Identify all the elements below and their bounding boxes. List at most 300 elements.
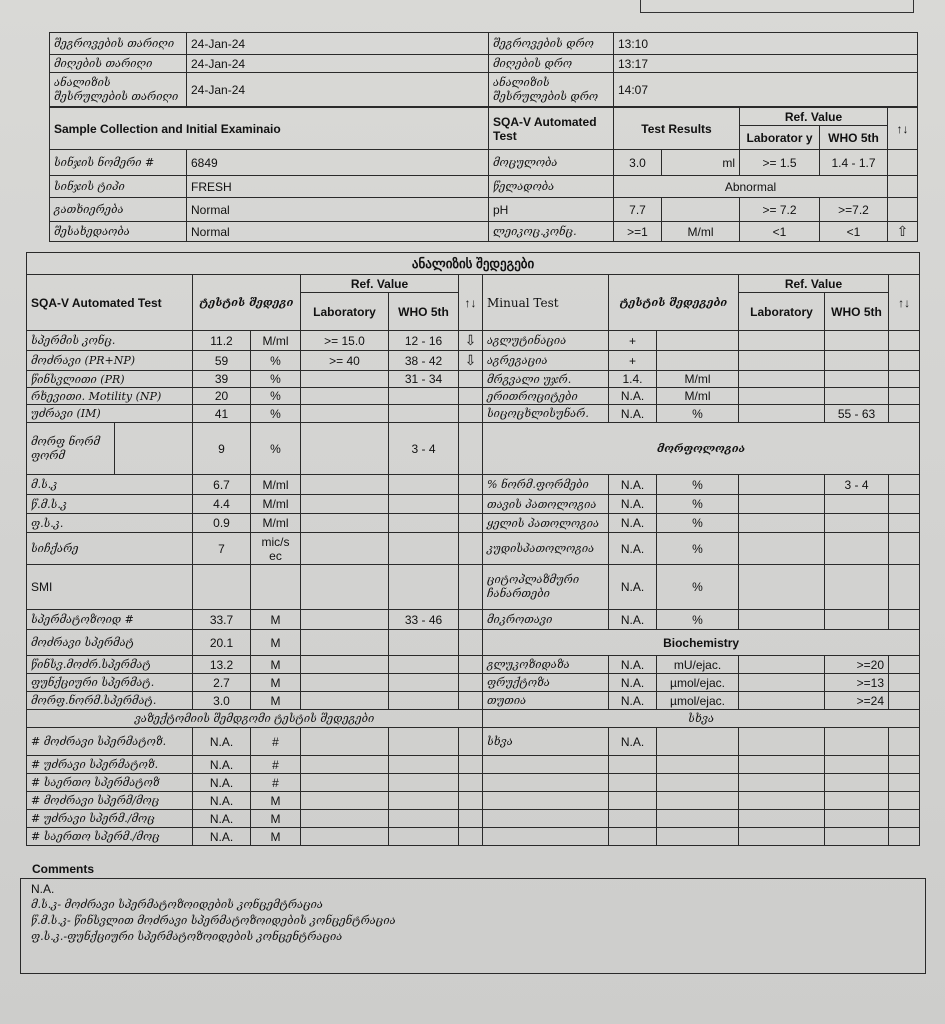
right-row-who: [825, 331, 889, 351]
left-row-lab: >= 40: [301, 351, 389, 371]
morph-row-unit: %: [657, 610, 739, 630]
left-row-flag: [459, 674, 483, 692]
left-row-lab: [301, 692, 389, 710]
left-row-who: 12 - 16: [389, 331, 459, 351]
comment-line: წ.მ.ს.კ- წინსვლით მოძრავი სპერმატოზოიდების კონცენტრაცია: [31, 914, 396, 927]
morph-row-label: % ნორმ.ფორმები: [483, 475, 609, 495]
left-row-who: [389, 388, 459, 405]
right-sort-icon[interactable]: ↑↓: [889, 275, 920, 331]
other-row-value: N.A.: [609, 728, 657, 756]
volume-label: მოცულობა: [489, 150, 614, 176]
comment-line: მ.ს.კ- მოძრავი სპერმატოზოიდების კონცემტრაცია: [31, 898, 323, 911]
left-row-unit: %: [251, 423, 301, 475]
left-row-flag: [459, 514, 483, 533]
empty-cell: [657, 756, 739, 774]
right-row-who: [825, 388, 889, 405]
empty-cell: [825, 792, 889, 810]
ph-value: 7.7: [614, 198, 662, 222]
left-row-label: მორფ ნორმ ფორმ: [27, 423, 115, 475]
morph-row-value: N.A.: [609, 495, 657, 514]
left-row-flag: [459, 533, 483, 565]
right-ref-header: Ref. Value: [739, 275, 889, 293]
empty-cell: [389, 728, 459, 756]
empty-cell: [301, 756, 389, 774]
comment-line: ფ.ს.კ.-ფუნქციური სპერმატოზოიდების კონცენტრაცია: [31, 930, 343, 943]
empty-cell: [609, 756, 657, 774]
post-row-unit: #: [251, 728, 301, 756]
laboratory-header: Laborator y: [740, 126, 820, 150]
volume-value: 3.0: [614, 150, 662, 176]
collection-time-label: შეგროვების დრო: [489, 33, 614, 55]
empty-cell: [739, 828, 825, 846]
left-row-label: წინსვ.მოძრ.სპერმატ: [27, 656, 193, 674]
empty-cell: [389, 756, 459, 774]
empty-cell: [657, 828, 739, 846]
left-row-unit: M: [251, 692, 301, 710]
empty-cell: [889, 756, 920, 774]
left-row-lab: [301, 674, 389, 692]
right-row-flag: [889, 331, 920, 351]
left-row-who: [389, 475, 459, 495]
morph-row-who: 3 - 4: [825, 475, 889, 495]
morph-row-who: [825, 565, 889, 610]
post-row-unit: M: [251, 828, 301, 846]
biochem-row-label: ფრუქტოზა: [483, 674, 609, 692]
post-row-label: # მოძრავი სპერმ/მოც: [27, 792, 193, 810]
sample-type-label: სინჯის ტიპი: [50, 176, 187, 198]
left-row-value: 7: [193, 533, 251, 565]
morph-row-label: ყელის პათოლოგია: [483, 514, 609, 533]
left-row-unit: %: [251, 405, 301, 423]
left-row-unit: M: [251, 656, 301, 674]
left-row-who: 33 - 46: [389, 610, 459, 630]
down-arrow-icon: ⇩: [459, 351, 483, 371]
left-row-flag: [459, 610, 483, 630]
empty-cell: [459, 774, 483, 792]
biochem-row-flag: [889, 656, 920, 674]
left-row-lab: [301, 423, 389, 475]
left-row-label: სპერმატოზოიდ #: [27, 610, 193, 630]
post-row-label: # უძრავი სპერმ./მოც: [27, 810, 193, 828]
left-row-value: 20: [193, 388, 251, 405]
left-row-flag: [459, 692, 483, 710]
empty-cell: [739, 728, 825, 756]
left-row-label: სპერმის კონც.: [27, 331, 193, 351]
right-row-value: +: [609, 351, 657, 371]
morph-row-flag: [889, 475, 920, 495]
left-ref-header: Ref. Value: [301, 275, 459, 293]
left-row-flag: [459, 565, 483, 610]
left-row-flag: [459, 388, 483, 405]
morph-row-value: N.A.: [609, 610, 657, 630]
viscosity-value: Abnormal: [614, 176, 888, 198]
biochem-row-value: N.A.: [609, 656, 657, 674]
liquefaction-value: Normal: [187, 198, 489, 222]
left-row-unit: %: [251, 388, 301, 405]
empty-cell: [739, 792, 825, 810]
empty-cell: [889, 828, 920, 846]
morph-row-value: N.A.: [609, 565, 657, 610]
ph-unit: [662, 198, 740, 222]
sort-icon[interactable]: ↑↓: [888, 108, 918, 150]
biochemistry-title: Biochemistry: [483, 630, 920, 656]
morph-row-lab: [739, 514, 825, 533]
left-row-lab: [301, 475, 389, 495]
post-row-value: N.A.: [193, 828, 251, 846]
left-row-value: 41: [193, 405, 251, 423]
empty-cell: [825, 774, 889, 792]
left-row-who: [389, 630, 459, 656]
empty-cell: [657, 792, 739, 810]
analysis-time-value: 14:07: [614, 73, 918, 107]
morph-row-lab: [739, 475, 825, 495]
empty-cell: [825, 756, 889, 774]
right-row-unit: M/ml: [657, 388, 739, 405]
left-row-unit: [251, 565, 301, 610]
left-row-label: მოძრავი სპერმატ: [27, 630, 193, 656]
left-row-who: [389, 674, 459, 692]
post-row-label: # უძრავი სპერმატოზ.: [27, 756, 193, 774]
empty-cell: [739, 774, 825, 792]
post-row-unit: M: [251, 792, 301, 810]
empty-cell: [459, 792, 483, 810]
biochem-row-value: N.A.: [609, 674, 657, 692]
left-row-who: 31 - 34: [389, 371, 459, 388]
biochem-row-lab: [739, 674, 825, 692]
left-row-label: რხევითი. Motility (NP): [27, 388, 193, 405]
left-row-flag: [459, 371, 483, 388]
left-row-unit: M/ml: [251, 475, 301, 495]
empty-cell: [483, 774, 609, 792]
post-row-value: N.A.: [193, 774, 251, 792]
post-row-label: # საერთო სპერმატოზ: [27, 774, 193, 792]
right-test-header: Minual Test: [483, 275, 609, 331]
biochem-row-lab: [739, 656, 825, 674]
morph-row-flag: [889, 495, 920, 514]
left-row-value: 33.7: [193, 610, 251, 630]
analysis-date-label: ანალიზის შესრულების თარიღი: [50, 73, 187, 107]
left-row-who: [389, 405, 459, 423]
right-row-unit: [657, 331, 739, 351]
received-date-value: 24-Jan-24: [187, 55, 489, 73]
viscosity-flag: [888, 176, 918, 198]
biochem-row-who: >=20: [825, 656, 889, 674]
morph-row-who: [825, 610, 889, 630]
morph-row-lab: [739, 565, 825, 610]
right-row-flag: [889, 371, 920, 388]
up-arrow-icon: ⇧: [888, 222, 918, 242]
biochem-row-label: გლუკოზიდაზა: [483, 656, 609, 674]
left-row-value: 59: [193, 351, 251, 371]
left-row-unit: mic/s ec: [251, 533, 301, 565]
biochem-row-unit: µmol/ejac.: [657, 674, 739, 692]
sample-number-value: 6849: [187, 150, 489, 176]
empty-cell: [609, 774, 657, 792]
leukocyte-lab-ref: <1: [740, 222, 820, 242]
post-row-label: # მოძრავი სპერმატოზ.: [27, 728, 193, 756]
right-lab-header: Laboratory: [739, 293, 825, 331]
empty-cell: [739, 810, 825, 828]
morph-row-label: მიკროთავი: [483, 610, 609, 630]
post-row-value: N.A.: [193, 756, 251, 774]
post-row-unit: #: [251, 774, 301, 792]
received-time-value: 13:17: [614, 55, 918, 73]
empty-cell: [889, 728, 920, 756]
left-row-label: წ.მ.ს.კ: [27, 495, 193, 514]
right-row-who: 55 - 63: [825, 405, 889, 423]
morph-row-who: [825, 495, 889, 514]
left-row-who: [389, 692, 459, 710]
empty-cell: [483, 828, 609, 846]
left-sort-icon[interactable]: ↑↓: [459, 275, 483, 331]
left-row-who: [389, 656, 459, 674]
right-row-who: [825, 371, 889, 388]
left-row-value: 11.2: [193, 331, 251, 351]
empty-cell: [301, 792, 389, 810]
left-row-lab: [301, 565, 389, 610]
empty-cell: [459, 728, 483, 756]
sample-results-table: [49, 107, 918, 242]
empty-cell: [889, 792, 920, 810]
morph-row-label: კუდისპათოლოგია: [483, 533, 609, 565]
empty-cell: [739, 756, 825, 774]
morph-row-label: ციტოპლაზმური ჩანართები: [483, 565, 609, 610]
morph-row-flag: [889, 565, 920, 610]
analysis-time-label: ანალიზის შესრულების დრო: [489, 73, 614, 107]
ph-who-ref: >=7.2: [820, 198, 888, 222]
left-row-value: 4.4: [193, 495, 251, 514]
volume-unit: ml: [662, 150, 740, 176]
empty-cell: [657, 810, 739, 828]
viscosity-label: წელადობა: [489, 176, 614, 198]
left-row-flag: [459, 656, 483, 674]
empty-cell: [889, 810, 920, 828]
left-lab-header: Laboratory: [301, 293, 389, 331]
biochem-row-lab: [739, 692, 825, 710]
empty-cell: [483, 792, 609, 810]
left-row-who: [389, 533, 459, 565]
morphology-title: მორფოლოგია: [483, 423, 920, 475]
biochem-row-who: >=24: [825, 692, 889, 710]
morph-row-value: N.A.: [609, 533, 657, 565]
empty-cell: [609, 792, 657, 810]
right-row-unit: %: [657, 405, 739, 423]
comments-box: [20, 878, 926, 974]
left-row-who: [389, 565, 459, 610]
left-row-value: 39: [193, 371, 251, 388]
left-row-who: [389, 495, 459, 514]
empty-cell: [657, 774, 739, 792]
right-row-value: 1.4.: [609, 371, 657, 388]
morph-row-who: [825, 514, 889, 533]
right-row-label: მრგვალი უჯრ.: [483, 371, 609, 388]
morph-row-value: N.A.: [609, 475, 657, 495]
volume-flag: [888, 150, 918, 176]
right-row-value: N.A.: [609, 405, 657, 423]
collection-time-value: 13:10: [614, 33, 918, 55]
left-row-lab: [301, 610, 389, 630]
left-row-label: SMI: [27, 565, 193, 610]
who-header: WHO 5th: [820, 126, 888, 150]
right-row-lab: [739, 388, 825, 405]
empty-cell: [389, 828, 459, 846]
left-row-value: 0.9: [193, 514, 251, 533]
collection-date-value: 24-Jan-24: [187, 33, 489, 55]
right-row-lab: [739, 351, 825, 371]
left-row-label: მოძრავი (PR+NP): [27, 351, 193, 371]
left-row-unit: M/ml: [251, 514, 301, 533]
biochem-row-value: N.A.: [609, 692, 657, 710]
sample-number-label: სინჯის ნომერი #: [50, 150, 187, 176]
morph-row-flag: [889, 610, 920, 630]
right-row-flag: [889, 351, 920, 371]
left-row-unit: %: [251, 351, 301, 371]
appearance-label: შესახედაობა: [50, 222, 187, 242]
volume-lab-ref: >= 1.5: [740, 150, 820, 176]
left-row-who: 38 - 42: [389, 351, 459, 371]
morph-row-who: [825, 533, 889, 565]
empty-cell: [459, 828, 483, 846]
right-row-unit: M/ml: [657, 371, 739, 388]
biochem-row-label: თუთია: [483, 692, 609, 710]
morph-row-flag: [889, 533, 920, 565]
left-who-header: WHO 5th: [389, 293, 459, 331]
collection-date-label: შეგროვების თარიღი: [50, 33, 187, 55]
left-row-lab: [301, 656, 389, 674]
empty-cell: [609, 810, 657, 828]
empty-cell: [609, 828, 657, 846]
empty-cell: [389, 774, 459, 792]
analysis-results-table: [26, 252, 920, 846]
sample-info-table: [49, 32, 918, 107]
analysis-date-value: 24-Jan-24: [187, 73, 489, 107]
left-row-label: წინსვლითი (PR): [27, 371, 193, 388]
ph-label: pH: [489, 198, 614, 222]
left-results-header: ტესტის შედეგი: [193, 275, 301, 331]
right-row-lab: [739, 331, 825, 351]
left-row-label: მორფ.ნორმ.სპერმატ.: [27, 692, 193, 710]
right-row-who: [825, 351, 889, 371]
morph-row-lab: [739, 495, 825, 514]
other-title: სხვა: [483, 710, 920, 728]
right-row-flag: [889, 388, 920, 405]
biochem-row-flag: [889, 674, 920, 692]
analysis-title: ანალიზის შედეგები: [27, 253, 920, 275]
empty-cell: [115, 423, 193, 475]
left-row-value: 6.7: [193, 475, 251, 495]
leukocyte-value: >=1: [614, 222, 662, 242]
left-row-lab: [301, 405, 389, 423]
left-row-value: 20.1: [193, 630, 251, 656]
left-row-label: უძრავი (IM): [27, 405, 193, 423]
left-row-flag: [459, 423, 483, 475]
empty-cell: [483, 756, 609, 774]
empty-cell: [301, 774, 389, 792]
morph-row-unit: %: [657, 475, 739, 495]
sample-header: Sample Collection and Initial Examinaio: [50, 108, 489, 150]
left-row-lab: [301, 514, 389, 533]
left-row-unit: M/ml: [251, 331, 301, 351]
left-row-flag: [459, 495, 483, 514]
comments-title: Comments: [32, 862, 95, 876]
left-row-unit: M: [251, 610, 301, 630]
post-row-value: N.A.: [193, 792, 251, 810]
left-row-value: [193, 565, 251, 610]
ph-lab-ref: >= 7.2: [740, 198, 820, 222]
morph-row-label: თავის პათოლოგია: [483, 495, 609, 514]
left-row-label: მ.ს.კ: [27, 475, 193, 495]
left-row-unit: M/ml: [251, 495, 301, 514]
left-row-lab: [301, 533, 389, 565]
leukocyte-label: ლეიკოც.კონც.: [489, 222, 614, 242]
post-row-value: N.A.: [193, 728, 251, 756]
left-row-unit: %: [251, 371, 301, 388]
right-row-lab: [739, 405, 825, 423]
comment-line: N.A.: [31, 882, 55, 896]
post-vasectomy-title: ვაზექტომიის შემდგომი ტესტის შედეგები: [27, 710, 483, 728]
right-who-header: WHO 5th: [825, 293, 889, 331]
post-row-value: N.A.: [193, 810, 251, 828]
morph-row-unit: %: [657, 565, 739, 610]
biochem-row-who: >=13: [825, 674, 889, 692]
empty-cell: [301, 810, 389, 828]
received-date-label: მიღების თარიღი: [50, 55, 187, 73]
left-test-header: SQA-V Automated Test: [27, 275, 193, 331]
test-results-header: Test Results: [614, 108, 740, 150]
morph-row-lab: [739, 533, 825, 565]
other-row-label: სხვა: [483, 728, 609, 756]
empty-cell: [825, 810, 889, 828]
left-row-value: 13.2: [193, 656, 251, 674]
morph-row-unit: %: [657, 495, 739, 514]
left-row-lab: [301, 388, 389, 405]
empty-cell: [889, 774, 920, 792]
right-row-lab: [739, 371, 825, 388]
biochem-row-unit: µmol/ejac.: [657, 692, 739, 710]
left-row-label: ფ.ს.კ.: [27, 514, 193, 533]
appearance-value: Normal: [187, 222, 489, 242]
left-row-lab: [301, 371, 389, 388]
left-row-unit: M: [251, 674, 301, 692]
post-row-unit: M: [251, 810, 301, 828]
empty-cell: [459, 756, 483, 774]
ref-value-header: Ref. Value: [740, 108, 888, 126]
biochem-row-unit: mU/ejac.: [657, 656, 739, 674]
left-row-flag: [459, 475, 483, 495]
left-row-flag: [459, 630, 483, 656]
left-row-lab: [301, 495, 389, 514]
post-row-label: # საერთო სპერმ./მოც: [27, 828, 193, 846]
volume-who-ref: 1.4 - 1.7: [820, 150, 888, 176]
right-row-value: N.A.: [609, 388, 657, 405]
right-row-flag: [889, 405, 920, 423]
leukocyte-unit: M/ml: [662, 222, 740, 242]
right-row-label: აგრეგაცია: [483, 351, 609, 371]
left-row-label: ფუნქციური სპერმატ.: [27, 674, 193, 692]
left-row-who: 3 - 4: [389, 423, 459, 475]
morph-row-flag: [889, 514, 920, 533]
left-row-who: [389, 514, 459, 533]
empty-cell: [657, 728, 739, 756]
left-row-lab: [301, 630, 389, 656]
morph-row-unit: %: [657, 514, 739, 533]
morph-row-unit: %: [657, 533, 739, 565]
right-row-label: ერითროციტები: [483, 388, 609, 405]
empty-cell: [825, 728, 889, 756]
right-row-label: სიცოცხლისუნარ.: [483, 405, 609, 423]
sample-type-value: FRESH: [187, 176, 489, 198]
morph-row-value: N.A.: [609, 514, 657, 533]
